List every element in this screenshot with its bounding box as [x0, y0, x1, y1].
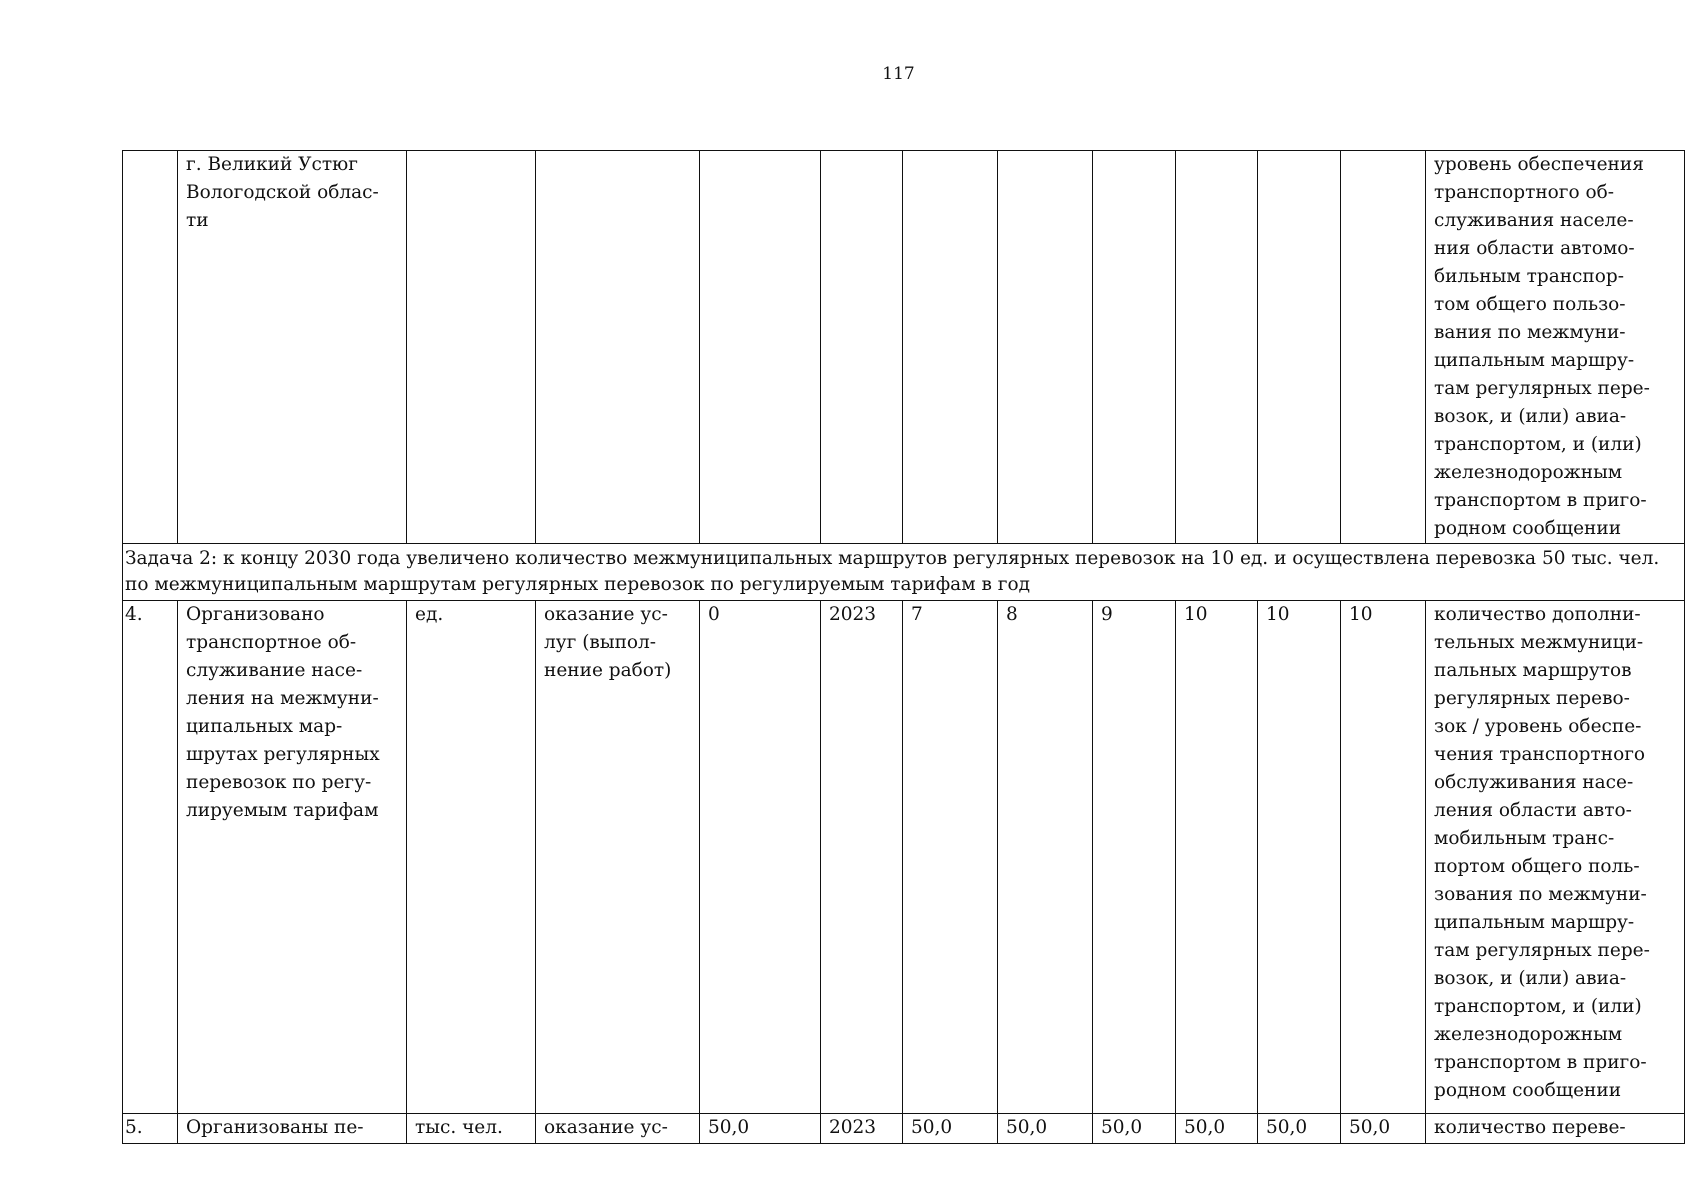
- cell-unit: тыс. чел.: [407, 1114, 536, 1144]
- cell-value: 50,0: [1341, 1114, 1426, 1144]
- cell-value: 50,0: [1093, 1114, 1176, 1144]
- table-row: [123, 1114, 1685, 1144]
- cell-value: 50,0: [998, 1114, 1093, 1144]
- cell-value: 10: [1341, 601, 1426, 1114]
- cell-value: [1093, 151, 1176, 544]
- cell-base-year: 2023: [821, 1114, 903, 1144]
- cell-value: 10: [1258, 601, 1341, 1114]
- cell-base-year: 2023: [821, 601, 903, 1114]
- cell-value: 10: [1176, 601, 1258, 1114]
- cell-value: [1258, 151, 1341, 544]
- cell-description: уровень обеспечения транспортного об- служивания населе- ния области автомо- бильным транспор- том общего пользо- вания по межмуни- ципальным маршру- там регулярных пере- возок, и (или) авиа- транспортом, и (или) железнодорожным транспортом в приго- родном сообщении: [1426, 151, 1685, 544]
- cell-base-value: 0: [700, 601, 821, 1114]
- table-row: [123, 601, 1685, 1114]
- cell-value: 7: [903, 601, 998, 1114]
- cell-num: [123, 151, 178, 544]
- cell-type: оказание ус-: [536, 1114, 700, 1144]
- cell-type: оказание ус- луг (выпол- нение работ): [536, 601, 700, 1114]
- task-heading: Задача 2: к концу 2030 года увеличено количество межмуниципальных маршрутов регулярных перевозок на 10 ед. и осуществлена перевозка 50 тыс. чел. по межмуниципальным маршрутам регулярных перевозок по регулируемым тарифам в год: [123, 544, 1685, 601]
- cell-value: 50,0: [1176, 1114, 1258, 1144]
- cell-value: [903, 151, 998, 544]
- cell-name: Организованы пе-: [178, 1114, 407, 1144]
- cell-unit: ед.: [407, 601, 536, 1114]
- cell-value: 50,0: [1258, 1114, 1341, 1144]
- cell-value: 8: [998, 601, 1093, 1114]
- cell-type: [536, 151, 700, 544]
- cell-base-value: [700, 151, 821, 544]
- cell-name: г. Великий Устюг Вологодской облас- ти: [178, 151, 407, 544]
- cell-num: 4.: [123, 601, 178, 1114]
- cell-value: 9: [1093, 601, 1176, 1114]
- cell-base-year: [821, 151, 903, 544]
- cell-value: [998, 151, 1093, 544]
- table-row-task: [123, 544, 1685, 601]
- cell-num: 5.: [123, 1114, 178, 1144]
- cell-value: [1341, 151, 1426, 544]
- cell-value: [1176, 151, 1258, 544]
- cell-base-value: 50,0: [700, 1114, 821, 1144]
- cell-unit: [407, 151, 536, 544]
- page-number: 117: [882, 64, 915, 84]
- cell-description: количество дополни- тельных межмуници- пальных маршрутов регулярных перево- зок / уровень обеспе- чения транспортного обслуживания насе- ления области авто- мобильным транс- портом общего поль- зования по межмуни- ципальным маршру- там регулярных пере- возок, и (или) авиа- транспортом, и (или) железнодорожным транспортом в приго- родном сообщении: [1426, 601, 1685, 1114]
- cell-name: Организовано транспортное об- служивание насе- ления на межмуни- ципальных мар- шрутах регулярных перевозок по регу- лируемым тарифам: [178, 601, 407, 1114]
- cell-description: количество переве-: [1426, 1114, 1685, 1144]
- indicators-table: [122, 150, 1685, 1144]
- table-row-continuation: [123, 151, 1685, 544]
- cell-value: 50,0: [903, 1114, 998, 1144]
